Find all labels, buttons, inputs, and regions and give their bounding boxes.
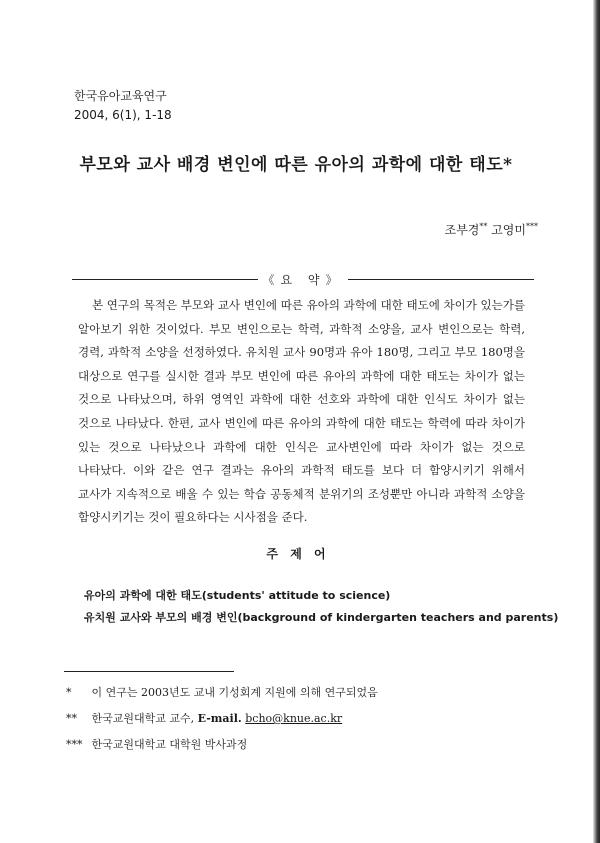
email-label: E-mail. (197, 712, 242, 725)
author-footnote-mark: *** (526, 222, 538, 231)
abstract-heading (72, 271, 534, 287)
keywords-heading: 주 제 어 (266, 547, 330, 561)
footnote (66, 684, 378, 700)
journal-info (74, 87, 172, 125)
email-link[interactable]: bcho@knue.ac.kr (245, 712, 343, 725)
footnote-mark: ** (66, 712, 77, 725)
paper-title: 부모와 교사 배경 변인에 따른 유아의 과학에 대한 태도* (79, 155, 513, 175)
author-footnote-mark: ** (479, 222, 488, 231)
journal-name: 한국유아교육연구 (74, 89, 167, 103)
footnote (66, 710, 342, 726)
footnote-text: 한국교원대학교 교수, (91, 712, 195, 725)
footnote-mark: *** (66, 738, 83, 751)
keyword-item: 유치원 교사와 부모의 배경 변인(background of kindergarten teachers and parents) (84, 611, 559, 624)
keyword-item: 유아의 과학에 대한 태도(students' attitude to science) (84, 589, 391, 602)
footnote-mark: * (66, 686, 72, 699)
author-line (445, 221, 538, 238)
author-name: 고영미 (491, 223, 526, 237)
footnote (66, 736, 247, 752)
footnote-text: 이 연구는 2003년도 교내 기성회계 지원에 의해 연구되었음 (91, 686, 378, 699)
journal-citation: 2004, 6(1), 1-18 (74, 108, 172, 122)
divider (348, 279, 534, 280)
abstract-heading-label: 《요 약》 (262, 273, 344, 287)
abstract-body: 본 연구의 목적은 부모와 교사 변인에 따른 유아의 과학에 대한 태도에 차이가 있는가를 알아보기 위한 것이었다. 부모 변인으로는 학력, 과학적 소양을, 교사 변인으로는 학력, 경력, 과학적 소양을 선정하였다. 유치원 교사 90명과 유아 180명, 그리고 부모 180명을 대상으로 연구를 실시한 결과 부모 변인에 따른 유아의 과학에 대한 태도는 차이가 없는 것으로 나타났으며, 하위 영역인 과학에 대한 선호와 과학에 대한 인식도 차이가 없는 것으로 나타났다. 한편, 교사 변인에 따른 유아의 과학에 대한 태도는 학력에 따라 차이가 있는 것으로 나타났으나 과학에 대한 인식은 교사변인에 따라 차이가 없는 것으로 나타났다. 이와 같은 연구 결과는 유아의 과학적 태도를 보다 더 함양시키기 위해서 교사가 지속적으로 배울 수 있는 학습 공동체적 분위기의 조성뿐만 아니라 과학적 소양을 함양시키기는 것이 필요하다는 시사점을 준다. (78, 298, 525, 525)
footnote-divider (64, 671, 234, 672)
footnote-text: 한국교원대학교 대학원 박사과정 (91, 738, 248, 751)
author-name: 조부경 (444, 223, 480, 237)
page-edge-shadow (593, 0, 600, 843)
